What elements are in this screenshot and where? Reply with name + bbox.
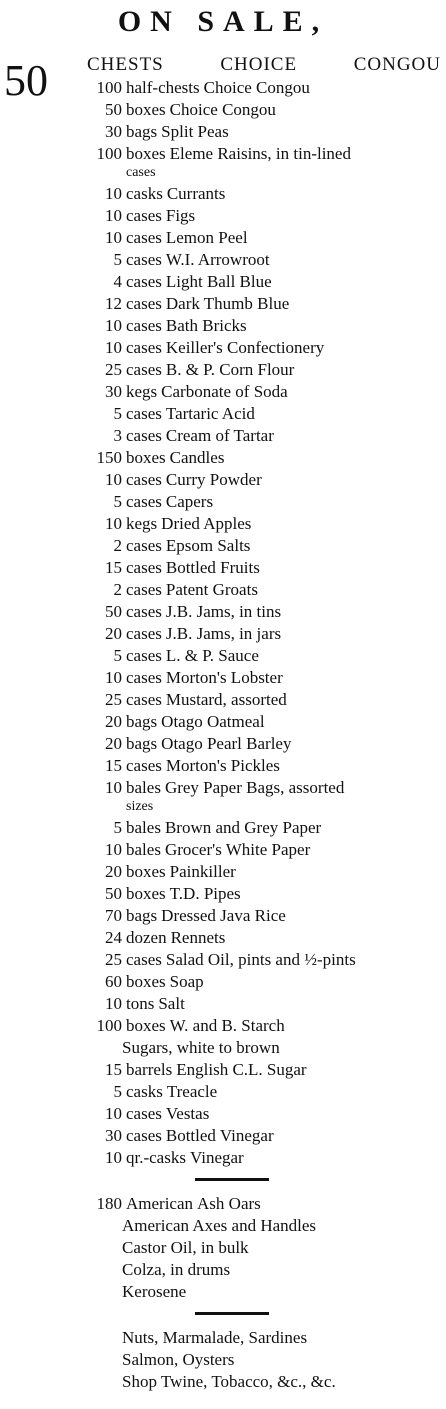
list-item: [0, 337, 446, 359]
item-quantity: 5: [113, 646, 122, 665]
item-list: [0, 77, 446, 1393]
item-description: Nuts, Marmalade, Sardines: [122, 1328, 308, 1347]
item-unit-line: [126, 293, 289, 315]
item-description: Epsom Salts: [165, 536, 251, 555]
list-item: [0, 381, 446, 403]
item-description: Tartaric Acid: [165, 404, 255, 423]
item-description: Dried Apples: [161, 514, 252, 533]
item-unit-line: [126, 689, 287, 711]
item-quantity: 10: [105, 1148, 122, 1167]
item-unit-line: [126, 733, 291, 755]
item-unit: cases: [126, 272, 162, 291]
item-quantity: 100: [96, 144, 122, 163]
item-unit: cases: [126, 690, 162, 709]
item-quantity: 10: [105, 338, 122, 357]
item-quantity: 10: [105, 228, 122, 247]
list-item: [0, 993, 446, 1015]
item-quantity: 10: [105, 778, 122, 797]
item-unit-line: [126, 183, 225, 205]
item-description: Eleme Raisins, in tin-lined: [169, 144, 351, 163]
list-item-continuation: [0, 799, 446, 817]
item-quantity: 25: [105, 360, 122, 379]
item-unit-line: [126, 645, 259, 667]
item-description: Ash Oars: [197, 1194, 261, 1213]
item-unit-line: [126, 1081, 217, 1103]
item-unit-line: [126, 1059, 307, 1081]
item-quantity: 10: [105, 668, 122, 687]
item-unit-line: [126, 143, 351, 165]
item-unit: American: [126, 1194, 194, 1213]
item-unit: cases: [126, 624, 162, 643]
item-quantity: 150: [96, 448, 122, 467]
item-description: Brown and Grey Paper: [164, 818, 322, 837]
item-unit-line: [126, 513, 251, 535]
item-unit-line: [126, 425, 274, 447]
item-unit-line: [126, 927, 225, 949]
item-unit-line: [126, 993, 185, 1015]
list-item: [0, 469, 446, 491]
item-unit: cases: [126, 756, 162, 775]
item-quantity: 20: [105, 624, 122, 643]
item-unit: qr.-casks: [126, 1148, 186, 1167]
item-description: Otago Pearl Barley: [161, 734, 292, 753]
item-description: Figs: [165, 206, 196, 225]
subhead-word: CHOICE: [220, 54, 298, 75]
list-item: [0, 1193, 446, 1215]
item-unit-line: [126, 557, 260, 579]
lead-number: 50: [4, 56, 48, 105]
item-description: Choice Congou: [203, 78, 310, 97]
item-quantity: 5: [113, 404, 122, 423]
item-unit: tons: [126, 994, 155, 1013]
item-unit-line: [126, 99, 276, 121]
list-item: [0, 927, 446, 949]
item-description: B. & P. Corn Flour: [165, 360, 295, 379]
item-unit: half-chests: [126, 78, 200, 97]
item-unit-line: [126, 883, 241, 905]
item-unit-line: [126, 491, 213, 513]
list-item: [0, 77, 446, 99]
item-unit: cases: [126, 492, 162, 511]
item-description: Colza, in drums: [122, 1260, 231, 1279]
item-unit: kegs: [126, 514, 158, 533]
item-quantity: 50: [105, 602, 122, 621]
item-unit: bags: [126, 122, 158, 141]
item-quantity: 50: [105, 884, 122, 903]
item-description: Kerosene: [122, 1282, 187, 1301]
item-unit-line: [126, 205, 195, 227]
list-item: [0, 733, 446, 755]
item-unit-line: [126, 711, 265, 733]
item-description: Lemon Peel: [165, 228, 248, 247]
list-item: [0, 293, 446, 315]
item-quantity: 10: [105, 994, 122, 1013]
item-quantity: 4: [113, 272, 122, 291]
list-item: [0, 1349, 446, 1371]
list-item: [0, 645, 446, 667]
item-unit: boxes: [126, 1016, 166, 1035]
list-item: [0, 817, 446, 839]
item-description: Cream of Tartar: [165, 426, 274, 445]
item-unit: cases: [126, 536, 162, 555]
item-quantity: 180: [96, 1194, 122, 1213]
list-item: [0, 689, 446, 711]
item-unit-line: [126, 623, 281, 645]
list-item: [0, 1281, 446, 1303]
list-item: [0, 777, 446, 799]
list-item: [0, 601, 446, 623]
item-unit: cases: [126, 404, 162, 423]
item-unit: cases: [126, 558, 162, 577]
item-unit: dozen: [126, 928, 167, 947]
page-title: ON SALE,: [117, 5, 329, 38]
item-continuation-text: sizes: [126, 799, 154, 814]
item-quantity: 5: [113, 1082, 122, 1101]
subhead: [87, 54, 441, 76]
list-item: [0, 227, 446, 249]
item-unit-line: [126, 1103, 209, 1125]
item-quantity: 10: [105, 514, 122, 533]
section-divider: [195, 1312, 269, 1315]
item-description: Split Peas: [161, 122, 229, 141]
list-item: [0, 623, 446, 645]
subhead-word: CONGOU: [353, 54, 441, 75]
list-item: [0, 1125, 446, 1147]
item-description: Rennets: [170, 928, 226, 947]
item-description: Salad Oil, pints and ½-pints: [165, 950, 356, 969]
item-description: Keiller's Confectionery: [165, 338, 325, 357]
item-unit: cases: [126, 206, 162, 225]
list-item: [0, 1015, 446, 1037]
list-item: [0, 1237, 446, 1259]
item-description: Candles: [169, 448, 225, 467]
item-description: Dressed Java Rice: [161, 906, 286, 925]
item-unit-line: [126, 1125, 274, 1147]
item-unit: cases: [126, 360, 162, 379]
item-unit: cases: [126, 470, 162, 489]
item-quantity: 5: [113, 492, 122, 511]
list-item: [0, 359, 446, 381]
list-item: [0, 447, 446, 469]
list-item: [0, 1081, 446, 1103]
item-description: Grey Paper Bags, assorted: [164, 778, 345, 797]
item-unit: cases: [126, 580, 162, 599]
item-quantity: 15: [105, 558, 122, 577]
item-description: Mustard, assorted: [165, 690, 287, 709]
list-item: [0, 667, 446, 689]
item-description: Treacle: [166, 1082, 218, 1101]
section-divider: [195, 1178, 269, 1181]
item-unit-line: [126, 447, 224, 469]
list-item: [0, 579, 446, 601]
item-description: Light Ball Blue: [165, 272, 272, 291]
item-description: Bottled Vinegar: [165, 1126, 274, 1145]
item-unit-line: [126, 817, 321, 839]
item-description: W.I. Arrowroot: [165, 250, 270, 269]
item-description: Grocer's White Paper: [164, 840, 311, 859]
item-unit-line: [126, 121, 229, 143]
item-description: Patent Groats: [165, 580, 258, 599]
list-item: [0, 711, 446, 733]
item-description: Salt: [158, 994, 185, 1013]
item-quantity: 100: [96, 1016, 122, 1035]
item-unit: casks: [126, 184, 163, 203]
item-unit: cases: [126, 426, 162, 445]
item-unit: cases: [126, 338, 162, 357]
item-unit-line: [126, 1015, 285, 1037]
list-item: [0, 905, 446, 927]
item-description: Capers: [165, 492, 214, 511]
list-item: [0, 557, 446, 579]
item-quantity: 20: [105, 712, 122, 731]
item-unit-line: [126, 535, 250, 557]
list-item: [0, 121, 446, 143]
list-item: [0, 403, 446, 425]
item-unit: boxes: [126, 972, 166, 991]
item-quantity: 2: [113, 536, 122, 555]
item-description: T.D. Pipes: [169, 884, 241, 903]
item-quantity: 70: [105, 906, 122, 925]
item-description: Salmon, Oysters: [122, 1350, 235, 1369]
list-item-continuation: [0, 165, 446, 183]
item-description: Vestas: [165, 1104, 210, 1123]
item-quantity: 5: [113, 250, 122, 269]
item-description: Shop Twine, Tobacco, &c., &c.: [122, 1372, 336, 1391]
item-unit: boxes: [126, 448, 166, 467]
item-description: Painkiller: [169, 862, 236, 881]
item-unit-line: [126, 403, 255, 425]
item-unit-line: [126, 359, 294, 381]
item-unit-line: [126, 905, 286, 927]
item-unit-line: [126, 839, 310, 861]
item-description: Vinegar: [189, 1148, 244, 1167]
list-item: [0, 1327, 446, 1349]
list-item: [0, 205, 446, 227]
list-item: [0, 861, 446, 883]
item-description: Morton's Lobster: [165, 668, 283, 687]
item-description: Choice Congou: [169, 100, 276, 119]
item-unit-line: [126, 227, 248, 249]
item-unit: cases: [126, 602, 162, 621]
item-unit: cases: [126, 950, 162, 969]
item-unit-line: [126, 337, 324, 359]
list-item: [0, 425, 446, 447]
item-quantity: 10: [105, 840, 122, 859]
item-unit: cases: [126, 668, 162, 687]
item-unit-line: [126, 601, 281, 623]
item-description: Soap: [169, 972, 204, 991]
list-item: [0, 1059, 446, 1081]
list-item: [0, 143, 446, 165]
list-item: [0, 1147, 446, 1169]
item-unit: boxes: [126, 100, 166, 119]
item-quantity: 30: [105, 122, 122, 141]
item-quantity: 20: [105, 862, 122, 881]
item-unit: cases: [126, 228, 162, 247]
item-unit: bales: [126, 778, 161, 797]
item-description: W. and B. Starch: [169, 1016, 285, 1035]
list-item: [0, 535, 446, 557]
item-quantity: 3: [113, 426, 122, 445]
list-item: [0, 1037, 446, 1059]
item-unit: barrels: [126, 1060, 173, 1079]
item-quantity: 12: [105, 294, 122, 313]
item-description: Bath Bricks: [165, 316, 247, 335]
item-unit-line: [126, 949, 356, 971]
item-description: Curry Powder: [165, 470, 262, 489]
item-description: American Axes and Handles: [122, 1216, 317, 1235]
item-unit-line: [126, 315, 247, 337]
item-unit: boxes: [126, 862, 166, 881]
item-quantity: 10: [105, 206, 122, 225]
item-quantity: 10: [105, 470, 122, 489]
item-unit-line: [126, 777, 344, 799]
list-item: [0, 271, 446, 293]
item-quantity: 10: [105, 184, 122, 203]
item-quantity: 30: [105, 382, 122, 401]
list-item: [0, 839, 446, 861]
list-item: [0, 755, 446, 777]
item-unit: bags: [126, 712, 158, 731]
item-quantity: 60: [105, 972, 122, 991]
list-item: [0, 971, 446, 993]
item-quantity: 5: [113, 818, 122, 837]
item-description: Otago Oatmeal: [161, 712, 265, 731]
item-unit: casks: [126, 1082, 163, 1101]
item-unit-line: [126, 249, 270, 271]
subhead-word: CHESTS: [87, 54, 164, 75]
list-item: [0, 1371, 446, 1393]
item-description: English C.L. Sugar: [176, 1060, 307, 1079]
list-item: [0, 315, 446, 337]
item-quantity: 24: [105, 928, 122, 947]
item-unit: cases: [126, 1104, 162, 1123]
item-description: Dark Thumb Blue: [165, 294, 290, 313]
item-unit-line: [126, 1193, 261, 1215]
item-unit-line: [126, 861, 236, 883]
item-quantity: 15: [105, 1060, 122, 1079]
item-description: J.B. Jams, in jars: [165, 624, 282, 643]
item-unit-line: [126, 381, 288, 403]
item-unit-line: [126, 469, 262, 491]
item-quantity: 25: [105, 690, 122, 709]
item-quantity: 20: [105, 734, 122, 753]
item-description: Sugars, white to brown: [122, 1038, 280, 1057]
item-unit: cases: [126, 316, 162, 335]
item-description: Carbonate of Soda: [161, 382, 288, 401]
item-unit: bales: [126, 840, 161, 859]
item-unit: bags: [126, 734, 158, 753]
item-unit: cases: [126, 250, 162, 269]
item-quantity: 2: [113, 580, 122, 599]
item-unit-line: [126, 667, 283, 689]
item-quantity: 50: [105, 100, 122, 119]
item-quantity: 25: [105, 950, 122, 969]
item-description: Currants: [166, 184, 226, 203]
item-unit-line: [126, 271, 272, 293]
list-item: [0, 949, 446, 971]
list-item: [0, 491, 446, 513]
item-quantity: 30: [105, 1126, 122, 1145]
list-item: [0, 99, 446, 121]
item-unit: cases: [126, 294, 162, 313]
item-continuation-text: cases: [126, 165, 156, 180]
item-unit-line: [126, 755, 280, 777]
item-unit-line: [126, 579, 258, 601]
item-description: Morton's Pickles: [165, 756, 280, 775]
list-item: [0, 1259, 446, 1281]
item-description: J.B. Jams, in tins: [165, 602, 282, 621]
item-unit: cases: [126, 646, 162, 665]
item-quantity: 15: [105, 756, 122, 775]
list-item: [0, 513, 446, 535]
list-item: [0, 1215, 446, 1237]
item-unit: boxes: [126, 144, 166, 163]
item-quantity: 10: [105, 1104, 122, 1123]
item-unit-line: [126, 971, 204, 993]
list-item: [0, 1103, 446, 1125]
list-item: [0, 883, 446, 905]
item-unit: bales: [126, 818, 161, 837]
item-description: Bottled Fruits: [165, 558, 260, 577]
item-unit-line: [126, 1147, 244, 1169]
item-quantity: 10: [105, 316, 122, 335]
item-quantity: 100: [96, 78, 122, 97]
item-unit: kegs: [126, 382, 158, 401]
item-unit: bags: [126, 906, 158, 925]
list-item: [0, 249, 446, 271]
item-unit-line: [126, 77, 310, 99]
item-description: L. & P. Sauce: [165, 646, 259, 665]
item-unit: boxes: [126, 884, 166, 903]
item-unit: cases: [126, 1126, 162, 1145]
list-item: [0, 183, 446, 205]
item-description: Castor Oil, in bulk: [122, 1238, 249, 1257]
